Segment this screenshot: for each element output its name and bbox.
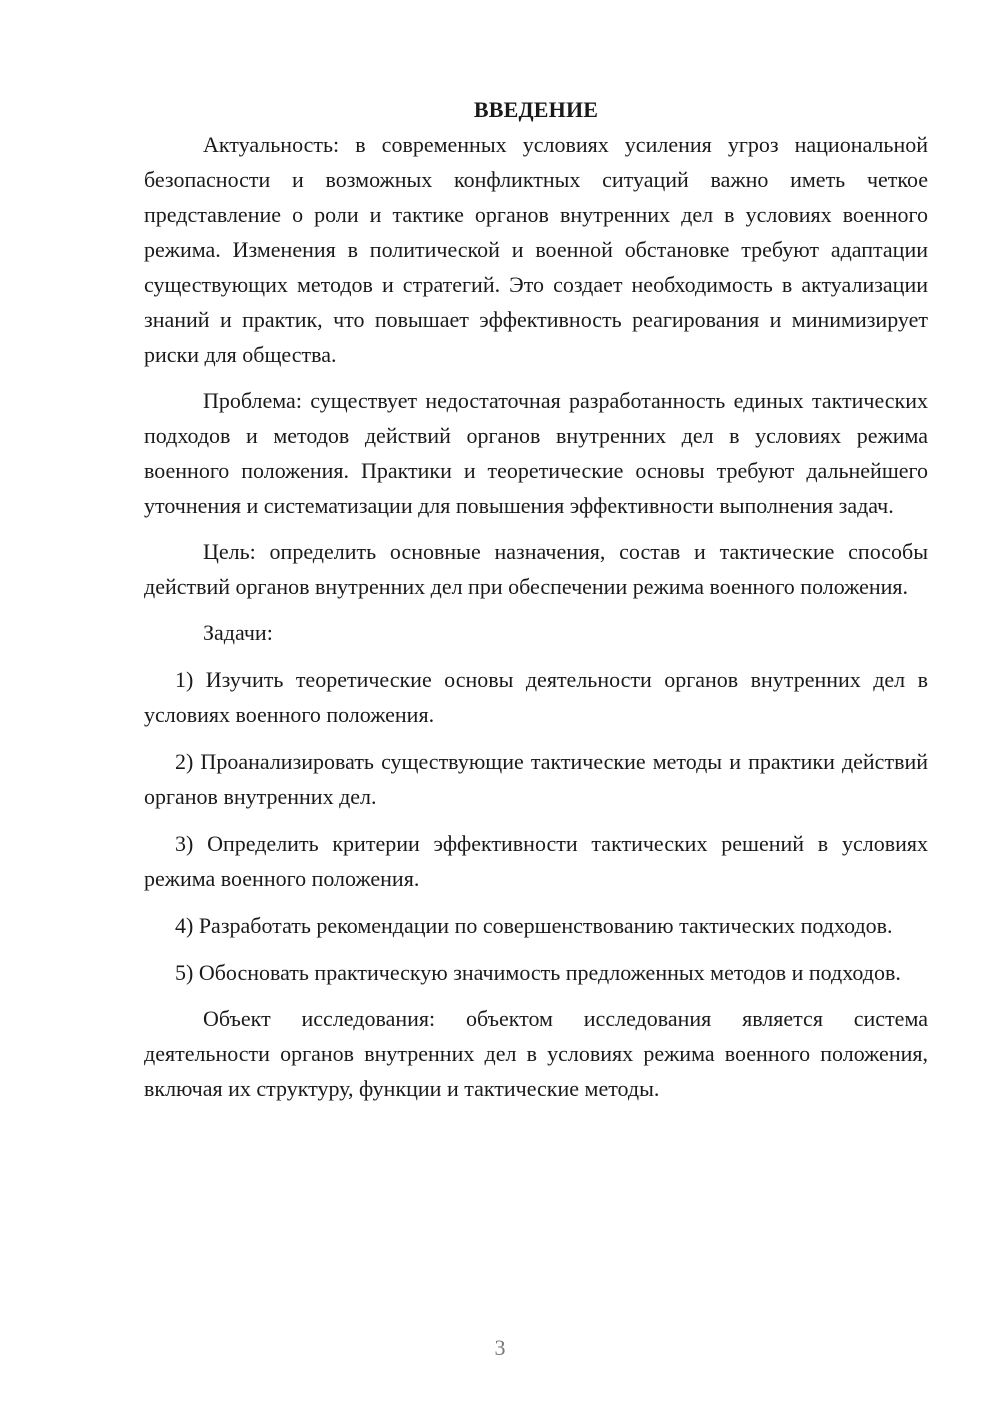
list-item: 3) Определить критерии эффективности тактических решений в условиях режима военного положения. — [144, 831, 928, 891]
list-item: 1) Изучить теоретические основы деятельности органов внутренних дел в условиях военного положения. — [144, 667, 928, 727]
paragraph-object: Объект исследования: объектом исследования является система деятельности органов внутренних дел в условиях режима военного положения, включая их структуру, функции и тактические методы. — [144, 1006, 928, 1101]
paragraph-relevance: Актуальность: в современных условиях усиления угроз национальной безопасности и возможных конфликтных ситуаций важно иметь четкое представление о роли и тактике органов внутренних дел в условиях военного режима. Изменения в политической и военной обстановке требуют адаптации существующих методов и стратегий. Это создает необходимость в актуализации знаний и практик, что повышает эффективность реагирования и минимизирует риски для общества. — [144, 132, 928, 367]
page-title: ВВЕДЕНИЕ — [473, 97, 599, 122]
paragraph-goal: Цель: определить основные назначения, состав и тактические способы действий органов внутренних дел при обеспечении режима военного положения. — [144, 539, 928, 599]
list-item: 4) Разработать рекомендации по совершенствованию тактических подходов. — [175, 913, 893, 938]
page-number: 3 — [494, 1335, 506, 1360]
tasks-list — [144, 662, 928, 990]
list-item: 2) Проанализировать существующие тактические методы и практики действий органов внутренних дел. — [144, 749, 928, 809]
tasks-heading: Задачи: — [203, 620, 273, 645]
list-item: 5) Обосновать практическую значимость предложенных методов и подходов. — [175, 960, 901, 985]
paragraph-problem: Проблема: существует недостаточная разработанность единых тактических подходов и методов действий органов внутренних дел в условиях режима военного положения. Практики и теоретические основы требуют дальнейшего уточнения и систематизации для повышения эффективности выполнения задач. — [144, 388, 928, 518]
document-page — [144, 92, 928, 1106]
